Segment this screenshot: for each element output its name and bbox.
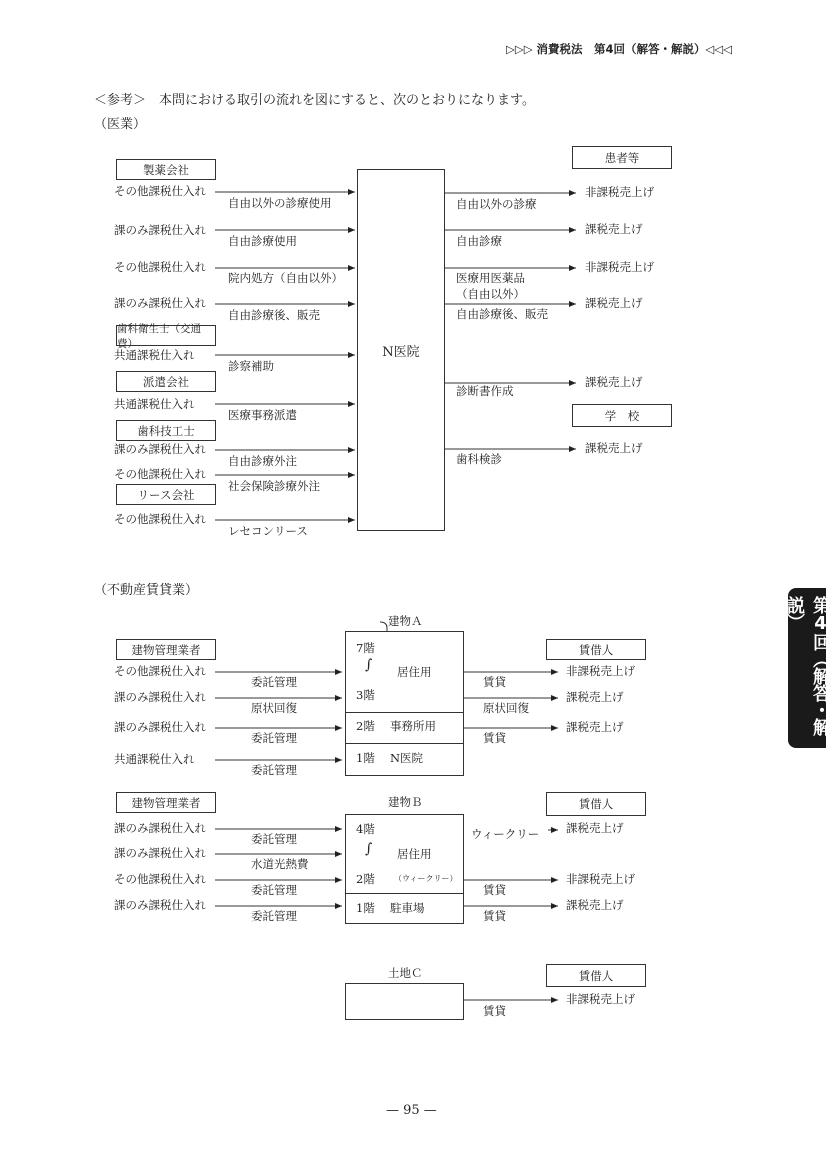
floor-label: 2階 bbox=[356, 872, 375, 886]
vendor-box: リース会社 bbox=[116, 484, 216, 505]
input-desc: 自由診療使用 bbox=[228, 234, 297, 248]
vendor-box: 歯科衛生士（交通費） bbox=[116, 325, 216, 346]
input-desc: 委託管理 bbox=[251, 883, 297, 897]
output-desc: 賃貸 bbox=[483, 1004, 506, 1018]
output-desc: 賃貸 bbox=[483, 731, 506, 745]
input-type: 共通課税仕入れ bbox=[114, 348, 195, 362]
vendor-box: 建物管理業者 bbox=[116, 639, 216, 660]
output-type: 課税売上げ bbox=[566, 898, 624, 912]
intro-text: ＜参考＞ 本問における取引の流れを図にすると、次のとおりになります。 bbox=[94, 93, 535, 108]
output-type: 課税売上げ bbox=[585, 441, 643, 455]
input-desc: 自由以外の診療使用 bbox=[228, 196, 332, 210]
input-desc: 院内処方（自由以外） bbox=[228, 271, 343, 285]
input-desc: 原状回復 bbox=[251, 701, 297, 715]
input-desc: レセコンリース bbox=[228, 524, 308, 538]
output-type: 非課税売上げ bbox=[566, 992, 635, 1006]
vendor-box: 歯科技工士 bbox=[116, 420, 216, 441]
input-desc: 委託管理 bbox=[251, 909, 297, 923]
output-type: 非課税売上げ bbox=[585, 260, 654, 274]
output-desc: 賃貸 bbox=[483, 883, 506, 897]
output-type: 非課税売上げ bbox=[585, 185, 654, 199]
output-desc: 歯科検診 bbox=[456, 452, 502, 466]
residential-label: 居住用 bbox=[397, 847, 432, 861]
input-desc: 自由診療後、販売 bbox=[228, 308, 320, 322]
ellipsis-mark: ∫ bbox=[365, 841, 373, 857]
input-type: その他課税仕入れ bbox=[114, 512, 206, 526]
output-type: 非課税売上げ bbox=[566, 664, 635, 678]
input-type: 課のみ課税仕入れ bbox=[114, 442, 206, 456]
input-desc: 委託管理 bbox=[251, 763, 297, 777]
section-title-realestate: （不動産賃貸業） bbox=[94, 583, 199, 598]
input-type: 共通課税仕入れ bbox=[114, 397, 195, 411]
input-type: 課のみ課税仕入れ bbox=[114, 846, 206, 860]
output-desc: 自由診療 bbox=[456, 234, 502, 248]
floor-label: 7階 bbox=[356, 641, 375, 655]
output-desc: 自由以外の診療 bbox=[456, 197, 537, 211]
customer-box: 患者等 bbox=[572, 146, 672, 169]
input-type: 共通課税仕入れ bbox=[114, 752, 195, 766]
input-desc: 社会保険診療外注 bbox=[228, 479, 320, 493]
output-desc: 医療用医薬品 bbox=[456, 271, 525, 285]
tenant-box: 賃借人 bbox=[546, 964, 646, 987]
output-desc: 自由診療後、販売 bbox=[456, 307, 548, 321]
output-type: 課税売上げ bbox=[585, 296, 643, 310]
output-desc: 診断書作成 bbox=[456, 384, 514, 398]
output-type: 課税売上げ bbox=[566, 720, 624, 734]
land-c-box bbox=[345, 983, 464, 1020]
output-desc: ウィークリー bbox=[471, 827, 540, 841]
page-number: — 95 — bbox=[386, 1103, 437, 1118]
output-desc: （自由以外） bbox=[456, 287, 525, 301]
input-desc: 診察補助 bbox=[228, 359, 274, 373]
residential-label: 居住用 bbox=[397, 665, 432, 679]
vendor-box: 派遣会社 bbox=[116, 371, 216, 392]
floor-label: 2階 事務所用 bbox=[356, 719, 436, 733]
ellipsis-mark: ∫ bbox=[365, 657, 373, 673]
land-c-title: 土地Ｃ bbox=[388, 966, 423, 980]
clinic-box: N医院 bbox=[357, 169, 445, 531]
input-type: 課のみ課税仕入れ bbox=[114, 898, 206, 912]
weekly-note: （ウィークリー） bbox=[394, 874, 458, 883]
output-desc: 原状回復 bbox=[483, 701, 529, 715]
input-type: 課のみ課税仕入れ bbox=[114, 223, 206, 237]
output-type: 課税売上げ bbox=[585, 222, 643, 236]
floor-label: 3階 bbox=[356, 688, 375, 702]
customer-box: 学 校 bbox=[572, 404, 672, 427]
input-type: 課のみ課税仕入れ bbox=[114, 720, 206, 734]
running-header: ▷▷▷ 消費税法 第4回（解答・解説）◁◁◁ bbox=[506, 42, 733, 56]
chapter-tab bbox=[784, 588, 831, 748]
input-type: 課のみ課税仕入れ bbox=[114, 821, 206, 835]
output-type: 課税売上げ bbox=[566, 821, 624, 835]
building-b-title: 建物Ｂ bbox=[388, 795, 423, 809]
input-desc: 委託管理 bbox=[251, 675, 297, 689]
input-type: 課のみ課税仕入れ bbox=[114, 690, 206, 704]
input-type: その他課税仕入れ bbox=[114, 467, 206, 481]
vendor-box: 製薬会社 bbox=[116, 159, 216, 180]
building-a-title: 建物Ａ bbox=[388, 614, 423, 628]
output-type: 非課税売上げ bbox=[566, 872, 635, 886]
input-desc: 自由診療外注 bbox=[228, 454, 297, 468]
floor-label: 1階 N医院 bbox=[356, 751, 424, 765]
floor-label: 4階 bbox=[356, 822, 375, 836]
output-desc: 賃貸 bbox=[483, 675, 506, 689]
input-desc: 医療事務派遣 bbox=[228, 408, 297, 422]
input-type: その他課税仕入れ bbox=[114, 872, 206, 886]
chapter-tab-label: 第4回（解答・解説） bbox=[784, 596, 831, 735]
input-type: その他課税仕入れ bbox=[114, 260, 206, 274]
output-type: 課税売上げ bbox=[585, 375, 643, 389]
input-desc: 水道光熱費 bbox=[251, 857, 309, 871]
output-type: 課税売上げ bbox=[566, 690, 624, 704]
tenant-box: 賃借人 bbox=[546, 639, 646, 660]
input-type: その他課税仕入れ bbox=[114, 664, 206, 678]
input-desc: 委託管理 bbox=[251, 731, 297, 745]
input-type: 課のみ課税仕入れ bbox=[114, 296, 206, 310]
floor-label: 1階 駐車場 bbox=[356, 901, 425, 915]
output-desc: 賃貸 bbox=[483, 909, 506, 923]
section-title-medical: （医業） bbox=[94, 117, 147, 132]
input-type: その他課税仕入れ bbox=[114, 184, 206, 198]
input-desc: 委託管理 bbox=[251, 832, 297, 846]
tenant-box: 賃借人 bbox=[546, 792, 646, 816]
vendor-box: 建物管理業者 bbox=[116, 792, 216, 813]
